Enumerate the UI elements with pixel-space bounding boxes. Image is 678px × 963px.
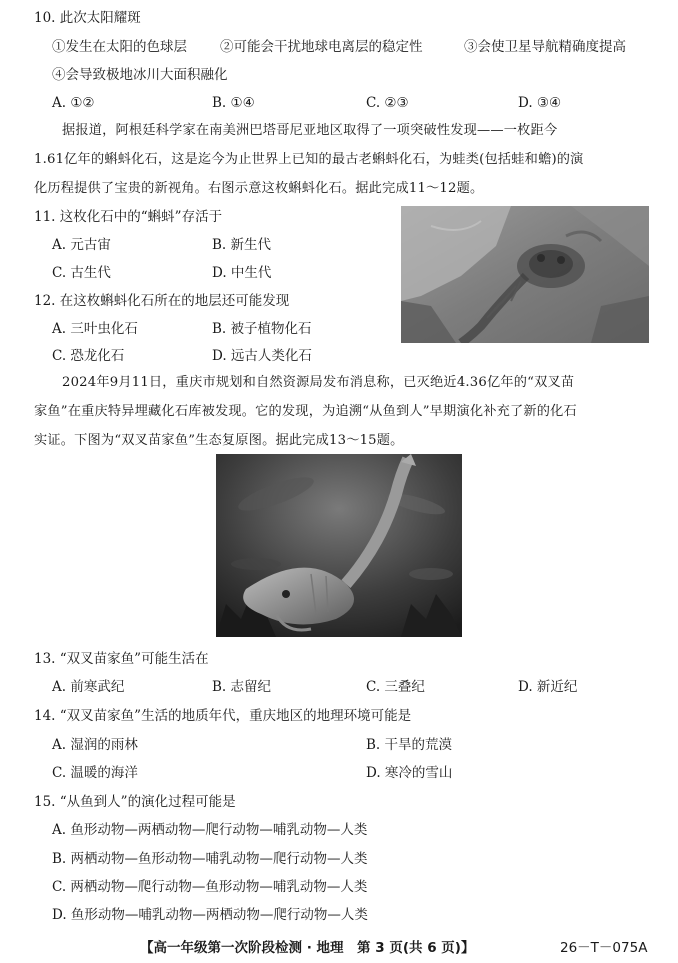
q14-option-d: D. 寒冷的雪山 bbox=[366, 765, 453, 781]
tadpole-fossil-image bbox=[401, 206, 649, 343]
q14-option-c: C. 温暖的海洋 bbox=[52, 765, 138, 781]
q10-option-d: D. ③④ bbox=[518, 95, 562, 111]
page-footer-code: 26－T－075A bbox=[560, 940, 648, 956]
q14-option-b: B. 干旱的荒漠 bbox=[366, 737, 453, 753]
q14-stem: 14. “双叉苗家鱼”生活的地质年代，重庆地区的地理环境可能是 bbox=[34, 708, 412, 724]
passage2-line2: 家鱼”在重庆特异埋藏化石库被发现。它的发现，为追溯“从鱼到人”早期演化补充了新的化石 bbox=[34, 404, 577, 419]
q15-option-b: B. 两栖动物—鱼形动物—哺乳动物—爬行动物—人类 bbox=[52, 851, 368, 867]
q12-option-a: A. 三叶虫化石 bbox=[52, 321, 138, 337]
q14-option-a: A. 湿润的雨林 bbox=[52, 737, 138, 753]
q12-option-c: C. 恐龙化石 bbox=[52, 348, 125, 364]
q13-stem: 13. “双叉苗家鱼”可能生活在 bbox=[34, 651, 209, 667]
q11-option-d: D. 中生代 bbox=[212, 265, 272, 281]
q13-option-a: A. 前寒武纪 bbox=[52, 679, 125, 695]
q10-statement-1: ①发生在太阳的色球层 bbox=[52, 39, 187, 55]
q11-option-a: A. 元古宙 bbox=[52, 237, 111, 253]
q15-option-a: A. 鱼形动物—两栖动物—爬行动物—哺乳动物—人类 bbox=[52, 822, 368, 838]
fish-reconstruction-image bbox=[216, 454, 462, 637]
q12-option-d: D. 远古人类化石 bbox=[212, 348, 312, 364]
q10-statement-4: ④会导致极地冰川大面积融化 bbox=[52, 67, 228, 83]
q10-option-b: B. ①④ bbox=[212, 95, 255, 111]
passage2-line1: 2024年9月11日，重庆市规划和自然资源局发布消息称，已灭绝近4.36亿年的“双叉苗 bbox=[62, 375, 575, 390]
q11-stem: 11. 这枚化石中的“蝌蚪”存活于 bbox=[34, 209, 223, 225]
q13-option-c: C. 三叠纪 bbox=[366, 679, 425, 695]
q12-stem: 12. 在这枚蝌蚪化石所在的地层还可能发现 bbox=[34, 293, 290, 309]
passage1-line1: 据报道，阿根廷科学家在南美洲巴塔哥尼亚地区取得了一项突破性发现——一枚距今 bbox=[62, 123, 558, 138]
q11-option-c: C. 古生代 bbox=[52, 265, 111, 281]
q10-statement-2: ②可能会干扰地球电离层的稳定性 bbox=[220, 39, 423, 55]
q10-option-a: A. ①② bbox=[52, 95, 95, 111]
q15-option-c: C. 两栖动物—爬行动物—鱼形动物—哺乳动物—人类 bbox=[52, 879, 368, 895]
page-footer-title: 【高一年级第一次阶段检测 · 地理 第 3 页(共 6 页)】 bbox=[140, 940, 475, 956]
q10-stem: 10. 此次太阳耀斑 bbox=[34, 10, 141, 26]
q12-option-b: B. 被子植物化石 bbox=[212, 321, 312, 337]
passage1-line3: 化历程提供了宝贵的新视角。右图示意这枚蝌蚪化石。据此完成11～12题。 bbox=[34, 181, 484, 196]
q11-option-b: B. 新生代 bbox=[212, 237, 272, 253]
q10-statement-3: ③会使卫星导航精确度提高 bbox=[464, 39, 626, 55]
q13-option-b: B. 志留纪 bbox=[212, 679, 272, 695]
q13-option-d: D. 新近纪 bbox=[518, 679, 578, 695]
q15-stem: 15. “从鱼到人”的演化过程可能是 bbox=[34, 794, 236, 810]
passage1-line2: 1.61亿年的蝌蚪化石，这是迄今为止世界上已知的最古老蝌蚪化石，为蛙类(包括蛙和蟾)的演 bbox=[34, 152, 584, 167]
q15-option-d: D. 鱼形动物—哺乳动物—两栖动物—爬行动物—人类 bbox=[52, 907, 368, 923]
q10-option-c: C. ②③ bbox=[366, 95, 409, 111]
passage2-line3: 实证。下图为“双叉苗家鱼”生态复原图。据此完成13～15题。 bbox=[34, 433, 404, 448]
